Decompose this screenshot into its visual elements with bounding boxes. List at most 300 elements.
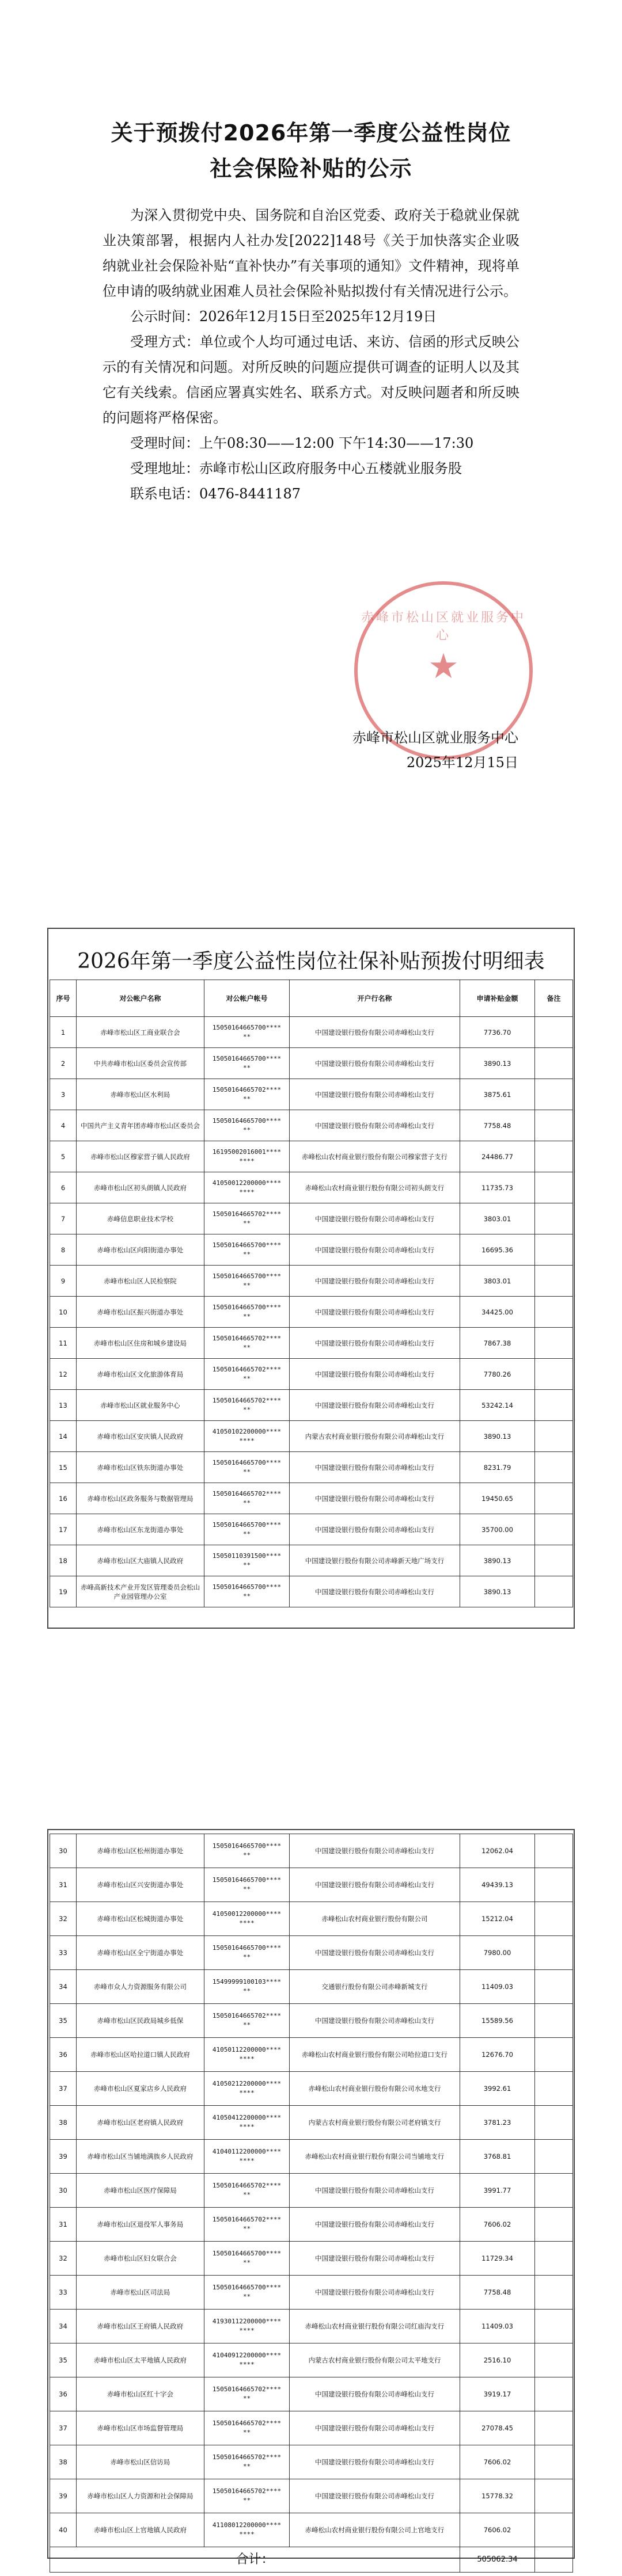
cell-bank-name: 中国建设银行股份有限公司赤峰松山支行 xyxy=(290,2445,460,2479)
cell-remark xyxy=(535,2445,573,2479)
cell-bank-name: 中国建设银行股份有限公司赤峰松山支行 xyxy=(290,2208,460,2242)
cell-amount: 11729.34 xyxy=(460,2242,535,2276)
cell-amount: 3875.61 xyxy=(460,1079,535,1110)
table-row xyxy=(50,2377,573,2411)
cell-account-number: 15050164665700**** ** xyxy=(204,1452,290,1483)
cell-account-name: 赤峰市松山区安庆镇人民政府 xyxy=(77,1421,204,1452)
cell-bank-name: 赤峰松山农村商业银行股份有限公司水地支行 xyxy=(290,2072,460,2106)
cell-bank-name: 中国建设银行股份有限公司赤峰松山支行 xyxy=(290,2377,460,2411)
cell-remark xyxy=(535,1234,573,1266)
cell-account-number: 15050164665702**** ** xyxy=(204,1359,290,1390)
table-row xyxy=(50,1266,573,1297)
header-bank-name: 开户行名称 xyxy=(290,980,460,1017)
cell-index: 37 xyxy=(50,2072,77,2106)
signature-date: 2025年12月15日 xyxy=(406,754,518,771)
cell-index: 12 xyxy=(50,1359,77,1390)
cell-bank-name: 赤峰松山农村商业银行股份有限公司上官地支行 xyxy=(290,2513,460,2547)
cell-account-number: 15050164665702**** ** xyxy=(204,1483,290,1514)
cell-account-name: 赤峰市松山区民政局城乡低保 xyxy=(77,2004,204,2038)
table-row xyxy=(50,1483,573,1514)
table-row xyxy=(50,2140,573,2174)
cell-remark xyxy=(535,1266,573,1297)
cell-index: 36 xyxy=(50,2377,77,2411)
table-row xyxy=(50,2411,573,2445)
cell-remark xyxy=(535,2242,573,2276)
cell-account-number: 15050164665700**** ** xyxy=(204,1017,290,1048)
table-row xyxy=(50,1234,573,1266)
table-row xyxy=(50,2310,573,2343)
cell-amount: 7758.48 xyxy=(460,2276,535,2310)
table-row xyxy=(50,1936,573,1970)
cell-index: 40 xyxy=(50,2513,77,2547)
cell-remark xyxy=(535,1172,573,1203)
table-row xyxy=(50,1079,573,1110)
cell-index: 30 xyxy=(50,1834,77,1868)
cell-index: 9 xyxy=(50,1266,77,1297)
cell-remark xyxy=(535,1514,573,1545)
cell-remark xyxy=(535,1141,573,1172)
table-title: 2026年第一季度公益性岗位社保补贴预拨付明细表 xyxy=(77,950,545,973)
cell-amount: 7606.02 xyxy=(460,2513,535,2547)
table-row xyxy=(50,2445,573,2479)
cell-bank-name: 中国建设银行股份有限公司赤峰松山支行 xyxy=(290,2411,460,2445)
cell-bank-name: 中国建设银行股份有限公司赤峰松山支行 xyxy=(290,2479,460,2513)
cell-remark xyxy=(535,2038,573,2072)
cell-index: 8 xyxy=(50,1234,77,1266)
cell-account-name: 赤峰市松山区全宁街道办事处 xyxy=(77,1936,204,1970)
cell-amount: 3992.61 xyxy=(460,2072,535,2106)
cell-bank-name: 中国建设银行股份有限公司赤峰松山支行 xyxy=(290,1576,460,1607)
table-row xyxy=(50,1834,573,1868)
cell-account-name: 赤峰市松山区东龙街道办事处 xyxy=(77,1514,204,1545)
cell-amount: 3803.01 xyxy=(460,1266,535,1297)
total-label: 合计： xyxy=(50,2547,460,2573)
cell-amount: 2516.10 xyxy=(460,2343,535,2377)
cell-index: 14 xyxy=(50,1421,77,1452)
table-row xyxy=(50,2106,573,2140)
cell-account-number: 15050164665700**** ** xyxy=(204,2276,290,2310)
cell-account-number: 41930112200000**** **** xyxy=(204,2310,290,2343)
subsidy-table-part2 xyxy=(50,1834,573,2573)
cell-amount: 7758.48 xyxy=(460,1110,535,1141)
cell-amount: 3890.13 xyxy=(460,1576,535,1607)
cell-index: 16 xyxy=(50,1483,77,1514)
cell-index: 31 xyxy=(50,2208,77,2242)
table-row xyxy=(50,1970,573,2004)
cell-account-name: 赤峰市松山区大庙镇人民政府 xyxy=(77,1545,204,1576)
table-row xyxy=(50,1359,573,1390)
cell-remark xyxy=(535,1483,573,1514)
cell-account-name: 赤峰市松山区红十字会 xyxy=(77,2377,204,2411)
cell-account-number: 15050164665702**** ** xyxy=(204,2411,290,2445)
notice-body xyxy=(103,203,519,506)
cell-remark xyxy=(535,1390,573,1421)
cell-bank-name: 赤峰松山农村商业银行股份有限公司当铺地支行 xyxy=(290,2140,460,2174)
cell-account-name: 赤峰市松山区太平地镇人民政府 xyxy=(77,2343,204,2377)
cell-account-number: 15050164665700**** ** xyxy=(204,1297,290,1328)
table-row xyxy=(50,2208,573,2242)
cell-account-name: 赤峰市松山区初头朗镇人民政府 xyxy=(77,1172,204,1203)
cell-account-name: 赤峰市松山区松城街道办事处 xyxy=(77,1902,204,1936)
cell-index: 10 xyxy=(50,1297,77,1328)
cell-remark xyxy=(535,1359,573,1390)
subsidy-table-part1 xyxy=(50,980,573,1607)
cell-index: 4 xyxy=(50,1110,77,1141)
cell-account-name: 赤峰市松山区工商业联合会 xyxy=(77,1017,204,1048)
cell-index: 15 xyxy=(50,1452,77,1483)
cell-bank-name: 中国建设银行股份有限公司赤峰松山支行 xyxy=(290,1514,460,1545)
cell-bank-name: 内蒙古农村商业银行股份有限公司太平地支行 xyxy=(290,2343,460,2377)
header-subsidy-amount: 申请补贴金额 xyxy=(460,980,535,1017)
cell-bank-name: 中国建设银行股份有限公司赤峰松山支行 xyxy=(290,1834,460,1868)
cell-amount: 7780.26 xyxy=(460,1359,535,1390)
cell-remark xyxy=(535,2208,573,2242)
cell-remark xyxy=(535,1936,573,1970)
cell-remark xyxy=(535,1902,573,1936)
table-row xyxy=(50,2343,573,2377)
notice-page xyxy=(0,0,622,806)
cell-amount: 3890.13 xyxy=(460,1545,535,1576)
cell-account-number: 15050110391500**** ** xyxy=(204,1545,290,1576)
table-row xyxy=(50,1141,573,1172)
cell-remark xyxy=(535,2072,573,2106)
cell-index: 11 xyxy=(50,1328,77,1359)
cell-account-number: 41050412200000**** **** xyxy=(204,2106,290,2140)
cell-index: 17 xyxy=(50,1514,77,1545)
cell-amount: 27078.45 xyxy=(460,2411,535,2445)
cell-remark xyxy=(535,1421,573,1452)
cell-amount: 11409.03 xyxy=(460,1970,535,2004)
table-row xyxy=(50,1576,573,1607)
cell-amount: 15212.04 xyxy=(460,1902,535,1936)
cell-index: 5 xyxy=(50,1141,77,1172)
table-row xyxy=(50,2276,573,2310)
cell-amount: 15778.32 xyxy=(460,2479,535,2513)
cell-bank-name: 中国建设银行股份有限公司赤峰松山支行 xyxy=(290,1234,460,1266)
table-row xyxy=(50,1514,573,1545)
cell-account-number: 15050164665702**** ** xyxy=(204,2208,290,2242)
cell-account-number: 16195002016001**** **** xyxy=(204,1141,290,1172)
table-row xyxy=(50,2242,573,2276)
cell-amount: 12062.04 xyxy=(460,1834,535,1868)
table-row xyxy=(50,2038,573,2072)
cell-account-name: 赤峰市松山区信访局 xyxy=(77,2445,204,2479)
cell-remark xyxy=(535,1203,573,1234)
cell-account-number: 41050212200000**** **** xyxy=(204,2072,290,2106)
cell-amount: 15589.56 xyxy=(460,2004,535,2038)
cell-account-name: 赤峰市松山区王府镇人民政府 xyxy=(77,2310,204,2343)
table-row xyxy=(50,1110,573,1141)
cell-index: 30 xyxy=(50,2174,77,2208)
cell-account-number: 15050164665702**** ** xyxy=(204,1328,290,1359)
cell-amount: 53242.14 xyxy=(460,1390,535,1421)
cell-account-name: 赤峰市松山区哈拉道口镇人民政府 xyxy=(77,2038,204,2072)
cell-index: 36 xyxy=(50,2038,77,2072)
cell-index: 39 xyxy=(50,2140,77,2174)
cell-account-number: 41050012200000**** **** xyxy=(204,1172,290,1203)
table-row xyxy=(50,2174,573,2208)
cell-account-number: 15050164665702**** ** xyxy=(204,1203,290,1234)
cell-amount: 7980.00 xyxy=(460,1936,535,1970)
cell-account-name: 赤峰高新技术产业开发区管理委员会松山产业园管理办公室 xyxy=(77,1576,204,1607)
cell-account-name: 赤峰信息职业技术学校 xyxy=(77,1203,204,1234)
cell-bank-name: 中国建设银行股份有限公司赤峰松山支行 xyxy=(290,1328,460,1359)
cell-bank-name: 中国建设银行股份有限公司赤峰松山支行 xyxy=(290,2004,460,2038)
cell-bank-name: 赤峰松山农村商业银行股份有限公司初头朗支行 xyxy=(290,1172,460,1203)
cell-index: 18 xyxy=(50,1545,77,1576)
cell-bank-name: 赤峰松山农村商业银行股份有限公司 xyxy=(290,1902,460,1936)
table-row xyxy=(50,1297,573,1328)
cell-account-name: 赤峰市松山区当铺地满族乡人民政府 xyxy=(77,2140,204,2174)
notice-paragraph-intro: 为深入贯彻党中央、国务院和自治区党委、政府关于稳就业保就业决策部署，根据内人社办发[2022]148号《关于加快落实企业吸纳就业社会保险补贴“直补快办”有关事项的通知》文件精神，现将单位申请的吸纳就业困难人员社会保险补贴拟拨付有关情况进行公示。 xyxy=(103,207,519,299)
table-row xyxy=(50,1017,573,1048)
cell-account-name: 赤峰市松山区文化旅游体育局 xyxy=(77,1359,204,1390)
cell-account-number: 15050164665702**** ** xyxy=(204,2445,290,2479)
cell-bank-name: 中国建设银行股份有限公司赤峰新天地广场支行 xyxy=(290,1545,460,1576)
cell-account-number: 15050164665700**** ** xyxy=(204,2242,290,2276)
cell-bank-name: 中国建设银行股份有限公司赤峰松山支行 xyxy=(290,1868,460,1902)
cell-amount: 34425.00 xyxy=(460,1297,535,1328)
header-account-number: 对公帐户帐号 xyxy=(204,980,290,1017)
cell-amount: 3991.77 xyxy=(460,2174,535,2208)
cell-bank-name: 赤峰松山农村商业银行股份有限公司穆家营子支行 xyxy=(290,1141,460,1172)
cell-remark xyxy=(535,2140,573,2174)
cell-amount: 7606.02 xyxy=(460,2208,535,2242)
cell-account-name: 赤峰市松山区水利局 xyxy=(77,1079,204,1110)
table-row xyxy=(50,1421,573,1452)
cell-account-name: 赤峰市松山区妇女联合会 xyxy=(77,2242,204,2276)
cell-remark xyxy=(535,2004,573,2038)
cell-remark xyxy=(535,2276,573,2310)
cell-account-name: 赤峰市松山区人力资源和社会保障局 xyxy=(77,2479,204,2513)
cell-account-number: 15050164665702**** ** xyxy=(204,2004,290,2038)
cell-amount: 3803.01 xyxy=(460,1203,535,1234)
cell-remark xyxy=(535,1452,573,1483)
cell-index: 35 xyxy=(50,2004,77,2038)
cell-account-number: 41040112200000**** **** xyxy=(204,2140,290,2174)
cell-account-name: 赤峰市松山区住房和城乡建设局 xyxy=(77,1328,204,1359)
cell-bank-name: 赤峰松山农村商业银行股份有限公司红庙沟支行 xyxy=(290,2310,460,2343)
cell-index: 37 xyxy=(50,2411,77,2445)
cell-remark xyxy=(535,1868,573,1902)
cell-amount: 11409.03 xyxy=(460,2310,535,2343)
cell-bank-name: 中国建设银行股份有限公司赤峰松山支行 xyxy=(290,2242,460,2276)
cell-index: 39 xyxy=(50,2479,77,2513)
cell-account-number: 15050164665700**** ** xyxy=(204,1048,290,1079)
cell-account-number: 15050164665702**** ** xyxy=(204,2479,290,2513)
cell-account-name: 赤峰市松山区市场监督管理局 xyxy=(77,2411,204,2445)
cell-amount: 3768.81 xyxy=(460,2140,535,2174)
cell-bank-name: 中国建设银行股份有限公司赤峰松山支行 xyxy=(290,1048,460,1079)
cell-bank-name: 赤峰松山农村商业银行股份有限公司哈拉道口支行 xyxy=(290,2038,460,2072)
cell-index: 3 xyxy=(50,1079,77,1110)
cell-remark xyxy=(535,2310,573,2343)
cell-account-name: 赤峰市众人力资源服务有限公司 xyxy=(77,1970,204,2004)
table-row xyxy=(50,1452,573,1483)
cell-account-name: 赤峰市松山区穆家营子镇人民政府 xyxy=(77,1141,204,1172)
cell-amount: 16695.36 xyxy=(460,1234,535,1266)
cell-index: 35 xyxy=(50,2343,77,2377)
table-row xyxy=(50,1868,573,1902)
cell-index: 34 xyxy=(50,1970,77,2004)
total-value: 505062.34 xyxy=(460,2547,535,2573)
cell-remark xyxy=(535,2513,573,2547)
cell-remark xyxy=(535,1970,573,2004)
cell-account-number: 15050164665700**** ** xyxy=(204,1936,290,1970)
cell-index: 13 xyxy=(50,1390,77,1421)
cell-account-name: 中共赤峰市松山区委员会宣传部 xyxy=(77,1048,204,1079)
cell-remark xyxy=(535,2343,573,2377)
notice-title-line1: 关于预拨付2026年第一季度公益性岗位 xyxy=(111,120,511,146)
cell-account-name: 赤峰市松山区铁东街道办事处 xyxy=(77,1452,204,1483)
cell-remark xyxy=(535,1079,573,1110)
cell-account-number: 15499999100103**** ** xyxy=(204,1970,290,2004)
cell-account-name: 赤峰市松山区司法局 xyxy=(77,2276,204,2310)
cell-index: 38 xyxy=(50,2106,77,2140)
cell-remark xyxy=(535,1545,573,1576)
cell-index: 34 xyxy=(50,2310,77,2343)
cell-account-number: 15050164665702**** ** xyxy=(204,2377,290,2411)
table-row xyxy=(50,1172,573,1203)
cell-remark xyxy=(535,1576,573,1607)
table-row xyxy=(50,1203,573,1234)
cell-account-number: 15050164665700**** ** xyxy=(204,1110,290,1141)
cell-index: 32 xyxy=(50,2242,77,2276)
cell-account-number: 15050164665702**** ** xyxy=(204,1390,290,1421)
cell-amount: 12676.70 xyxy=(460,2038,535,2072)
header-remark: 备注 xyxy=(535,980,573,1017)
cell-bank-name: 中国建设银行股份有限公司赤峰松山支行 xyxy=(290,1079,460,1110)
cell-amount: 24486.77 xyxy=(460,1141,535,1172)
cell-account-name: 赤峰市松山区向阳街道办事处 xyxy=(77,1234,204,1266)
total-remark xyxy=(535,2547,573,2573)
cell-remark xyxy=(535,1048,573,1079)
cell-bank-name: 内蒙古农村商业银行股份有限公司赤峰松山支行 xyxy=(290,1421,460,1452)
cell-amount: 7606.02 xyxy=(460,2445,535,2479)
cell-account-name: 赤峰市松山区兴安街道办事处 xyxy=(77,1868,204,1902)
cell-amount: 8231.79 xyxy=(460,1452,535,1483)
cell-account-number: 41050102200000**** **** xyxy=(204,1421,290,1452)
cell-bank-name: 交通银行股份有限公司赤峰新城支行 xyxy=(290,1970,460,2004)
table-row xyxy=(50,1048,573,1079)
cell-amount: 11735.73 xyxy=(460,1172,535,1203)
cell-bank-name: 中国建设银行股份有限公司赤峰松山支行 xyxy=(290,2174,460,2208)
cell-bank-name: 中国建设银行股份有限公司赤峰松山支行 xyxy=(290,1359,460,1390)
cell-account-name: 赤峰市松山区振兴街道办事处 xyxy=(77,1297,204,1328)
cell-remark xyxy=(535,2174,573,2208)
cell-remark xyxy=(535,1834,573,1868)
header-account-name: 对公帐户名称 xyxy=(77,980,204,1017)
cell-account-name: 赤峰市松山区人民检察院 xyxy=(77,1266,204,1297)
cell-bank-name: 中国建设银行股份有限公司赤峰松山支行 xyxy=(290,1110,460,1141)
cell-bank-name: 中国建设银行股份有限公司赤峰松山支行 xyxy=(290,1266,460,1297)
signature-organization: 赤峰市松山区就业服务中心 xyxy=(352,730,518,746)
cell-account-name: 中国共产主义青年团赤峰市松山区委员会 xyxy=(77,1110,204,1141)
seal-text: 赤峰市松山区就业服务中心 xyxy=(361,611,526,643)
cell-account-name: 赤峰市松山区夏家店乡人民政府 xyxy=(77,2072,204,2106)
cell-account-name: 赤峰市松山区政务服务与数据管理局 xyxy=(77,1483,204,1514)
table-row xyxy=(50,1390,573,1421)
cell-account-name: 赤峰市松山区老府镇人民政府 xyxy=(77,2106,204,2140)
cell-bank-name: 中国建设银行股份有限公司赤峰松山支行 xyxy=(290,2276,460,2310)
cell-account-number: 15050164665700**** ** xyxy=(204,1266,290,1297)
cell-index: 2 xyxy=(50,1048,77,1079)
table-row xyxy=(50,2513,573,2547)
cell-amount: 7736.70 xyxy=(460,1017,535,1048)
cell-account-name: 赤峰市松山区上官地镇人民政府 xyxy=(77,2513,204,2547)
cell-account-number: 41040912200000**** **** xyxy=(204,2343,290,2377)
cell-index: 7 xyxy=(50,1203,77,1234)
table-row xyxy=(50,2004,573,2038)
table-row xyxy=(50,2479,573,2513)
cell-index: 32 xyxy=(50,1902,77,1936)
cell-amount: 7867.38 xyxy=(460,1328,535,1359)
cell-account-name: 赤峰市松山区退役军人事务局 xyxy=(77,2208,204,2242)
cell-bank-name: 中国建设银行股份有限公司赤峰松山支行 xyxy=(290,1203,460,1234)
seal-star-icon: ★ xyxy=(428,646,459,687)
notice-acceptance-method: 受理方式：单位或个人均可通过电话、来访、信函的形式反映公示的有关情况和问题。对所反映的问题应提供可调查的证明人以及其它有关线索。信函应署真实姓名、联系方式。对反映问题者和所反映的问题将严格保密。 xyxy=(103,334,519,426)
cell-index: 31 xyxy=(50,1868,77,1902)
cell-index: 19 xyxy=(50,1576,77,1607)
cell-remark xyxy=(535,1328,573,1359)
cell-bank-name: 中国建设银行股份有限公司赤峰松山支行 xyxy=(290,1483,460,1514)
cell-account-number: 15050164665700**** ** xyxy=(204,1834,290,1868)
cell-bank-name: 中国建设银行股份有限公司赤峰松山支行 xyxy=(290,1936,460,1970)
cell-index: 1 xyxy=(50,1017,77,1048)
cell-account-number: 41108012200000**** **** xyxy=(204,2513,290,2547)
cell-amount: 3781.23 xyxy=(460,2106,535,2140)
cell-account-number: 15050164665700**** ** xyxy=(204,1514,290,1545)
cell-index: 6 xyxy=(50,1172,77,1203)
header-index: 序号 xyxy=(50,980,77,1017)
cell-account-number: 15050164665700**** ** xyxy=(204,1868,290,1902)
cell-account-number: 15050164665702**** ** xyxy=(204,2174,290,2208)
cell-account-number: 41050012200000**** **** xyxy=(204,1902,290,1936)
table-header-row xyxy=(50,980,573,1017)
cell-index: 33 xyxy=(50,1936,77,1970)
notice-acceptance-address: 受理地址：赤峰市松山区政府服务中心五楼就业服务股 xyxy=(130,460,462,477)
cell-account-name: 赤峰市松山区松州街道办事处 xyxy=(77,1834,204,1868)
cell-index: 33 xyxy=(50,2276,77,2310)
cell-bank-name: 中国建设银行股份有限公司赤峰松山支行 xyxy=(290,1390,460,1421)
cell-amount: 3890.13 xyxy=(460,1421,535,1452)
table-row xyxy=(50,1902,573,1936)
cell-account-name: 赤峰市松山区医疗保障局 xyxy=(77,2174,204,2208)
cell-amount: 3919.17 xyxy=(460,2377,535,2411)
cell-amount: 35700.00 xyxy=(460,1514,535,1545)
notice-acceptance-hours: 受理时间：上午08:30——12:00 下午14:30——17:30 xyxy=(130,435,474,451)
table-sheet-1 xyxy=(47,928,575,1629)
cell-bank-name: 中国建设银行股份有限公司赤峰松山支行 xyxy=(290,1297,460,1328)
table-sheet-2 xyxy=(47,1829,575,2567)
cell-remark xyxy=(535,2411,573,2445)
cell-amount: 19450.65 xyxy=(460,1483,535,1514)
notice-publicity-period: 公示时间：2026年12月15日至2025年12月19日 xyxy=(130,308,437,325)
cell-amount: 3890.13 xyxy=(460,1048,535,1079)
cell-remark xyxy=(535,2106,573,2140)
notice-title-line2: 社会保险补贴的公示 xyxy=(210,156,412,181)
notice-contact-phone: 联系电话：0476-8441187 xyxy=(130,486,301,502)
cell-index: 38 xyxy=(50,2445,77,2479)
cell-remark xyxy=(535,1017,573,1048)
cell-account-number: 15050164665700**** ** xyxy=(204,1576,290,1607)
cell-account-number: 15050164665700**** ** xyxy=(204,1234,290,1266)
cell-account-name: 赤峰市松山区就业服务中心 xyxy=(77,1390,204,1421)
cell-bank-name: 中国建设银行股份有限公司赤峰松山支行 xyxy=(290,1452,460,1483)
total-row xyxy=(50,2547,573,2573)
cell-remark xyxy=(535,2479,573,2513)
cell-remark xyxy=(535,1297,573,1328)
